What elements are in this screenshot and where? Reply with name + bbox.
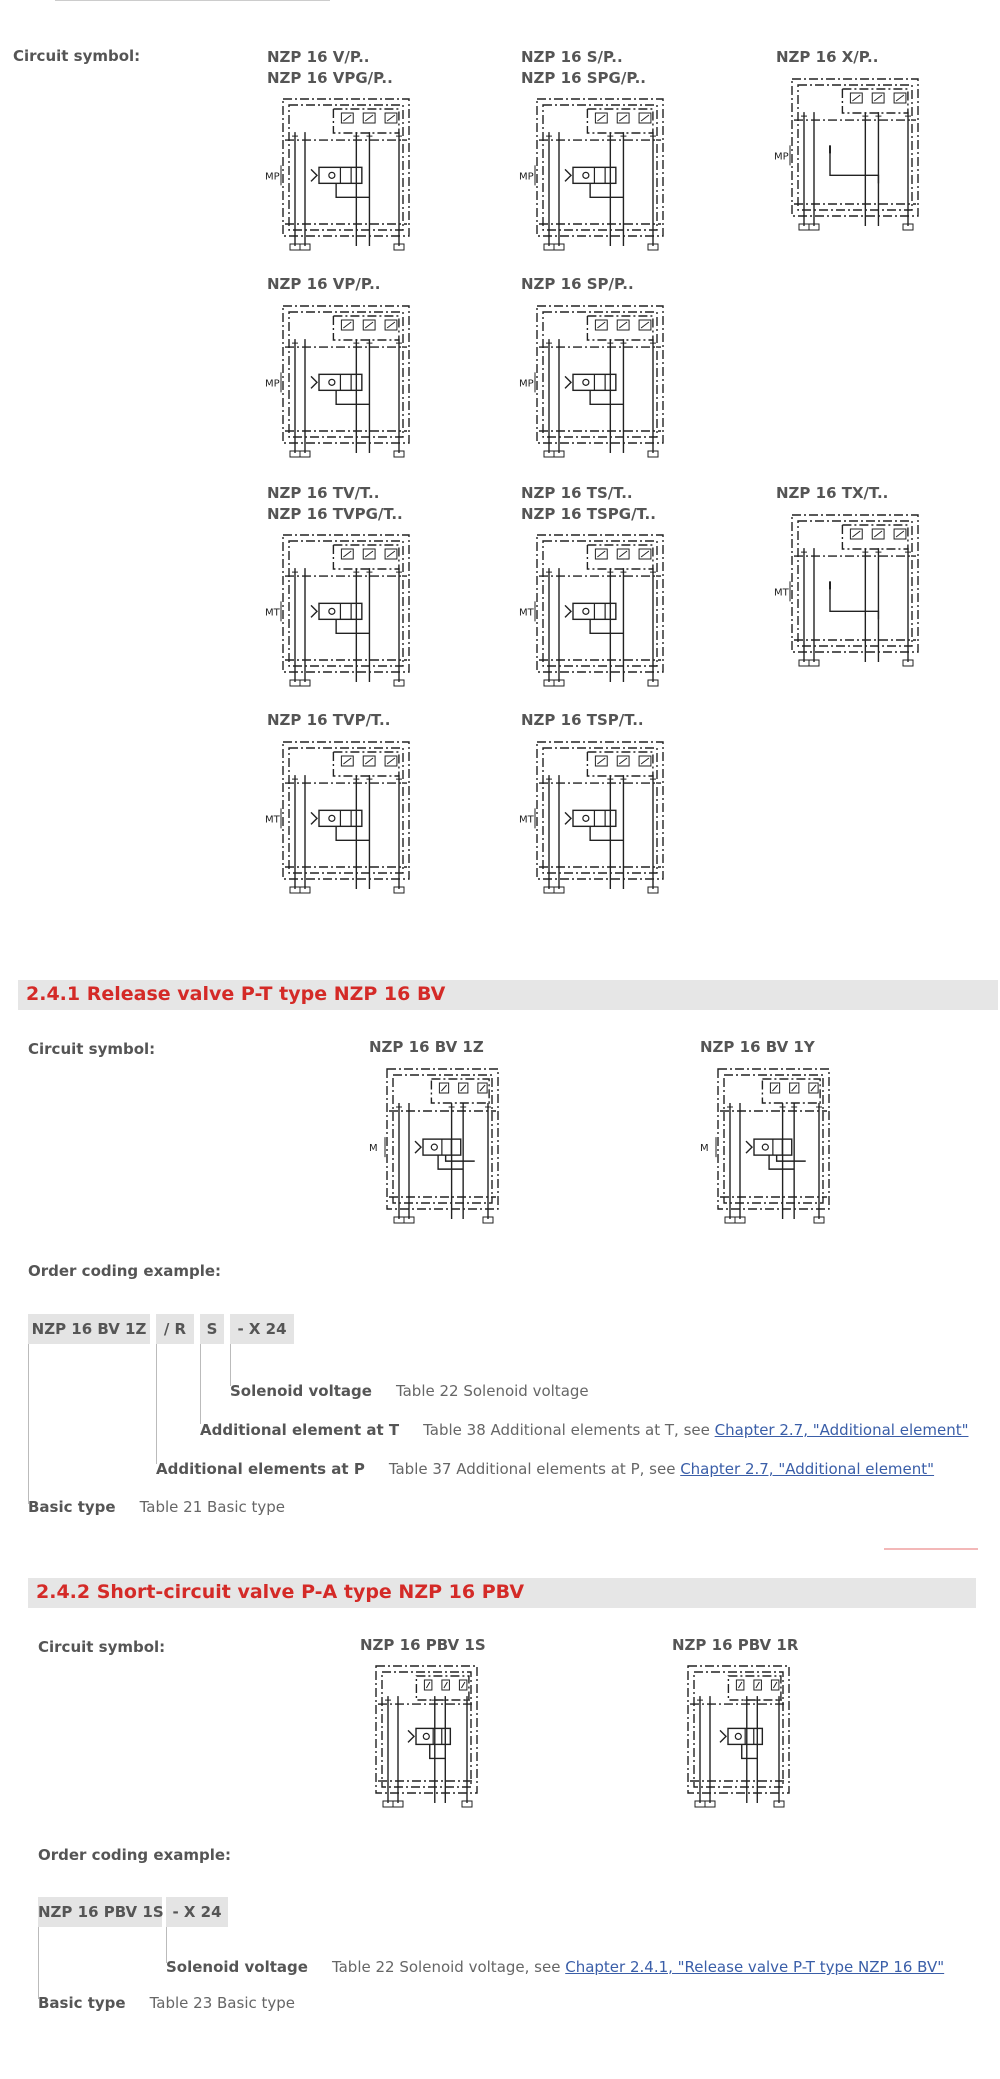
bv-chapter-link-p[interactable]: Chapter 2.7, "Additional element" (680, 1460, 935, 1478)
pbv-circuit-symbol-label: Circuit symbol: (38, 1638, 166, 1656)
symbol-title-nzp-16-tsp-t: NZP 16 TSP/T.. (521, 711, 644, 729)
pbv-legend-basic-type (38, 1994, 295, 2012)
symbol-subtitle-nzp-16-ts-t: NZP 16 TSPG/T.. (521, 505, 656, 523)
pbv-order-coding-label: Order coding example: (38, 1846, 232, 1864)
bv-legend-element-p-key: Additional elements at P (156, 1460, 365, 1478)
svg-text:M: M (369, 1143, 378, 1155)
decorative-rule (884, 1548, 978, 1550)
pbv-code-voltage: - X 24 (166, 1897, 228, 1927)
bv-guide-line-basic (28, 1344, 29, 1504)
bv-code-basic-type: NZP 16 BV 1Z (28, 1314, 150, 1344)
svg-text:MT: MT (519, 607, 534, 619)
symbol-title-nzp-16-s-p: NZP 16 S/P.. (521, 48, 623, 66)
bv-legend-element-t-key: Additional element at T (200, 1421, 400, 1439)
pbv-chapter-link[interactable]: Chapter 2.4.1, "Release valve P-T type NZP 16 BV" (565, 1958, 945, 1976)
circuit-symbol-nzp-16-sp-p (519, 302, 669, 467)
circuit-symbol-nzp-16-tv-t (265, 531, 415, 696)
bv-code-voltage: - X 24 (230, 1314, 294, 1344)
top-divider (55, 0, 330, 1)
symbol-title-nzp-16-v-p: NZP 16 V/P.. (267, 48, 370, 66)
symbol-title-nzp-16-tx-t: NZP 16 TX/T.. (776, 484, 889, 502)
bv-legend-voltage (230, 1382, 589, 1400)
svg-text:MT: MT (265, 814, 280, 826)
section-heading-bv (18, 980, 998, 1010)
pbv-symbol-1r (670, 1662, 795, 1817)
pbv-legend-voltage (166, 1958, 944, 1976)
symbol-title-nzp-16-sp-p: NZP 16 SP/P.. (521, 275, 634, 293)
bv-legend-voltage-key: Solenoid voltage (230, 1382, 372, 1400)
symbol-subtitle-nzp-16-tv-t: NZP 16 TVPG/T.. (267, 505, 403, 523)
circuit-symbol-nzp-16-tvp-t (265, 738, 415, 903)
section-heading-pbv (28, 1578, 976, 1608)
symbol-title-nzp-16-tv-t: NZP 16 TV/T.. (267, 484, 380, 502)
circuit-symbol-nzp-16-tsp-t (519, 738, 669, 903)
bv-chapter-link-t[interactable]: Chapter 2.7, "Additional element" (714, 1421, 969, 1439)
svg-text:MP: MP (265, 171, 280, 183)
bv-legend-basic-type-key: Basic type (28, 1498, 116, 1516)
svg-text:MT: MT (265, 607, 280, 619)
symbol-title-nzp-16-tvp-t: NZP 16 TVP/T.. (267, 711, 391, 729)
pbv-symbol-title-1s: NZP 16 PBV 1S (360, 1636, 486, 1654)
bv-symbol-title-1z: NZP 16 BV 1Z (369, 1038, 484, 1056)
svg-text:MP: MP (519, 378, 534, 390)
circuit-symbol-nzp-16-vp-p (265, 302, 415, 467)
circuit-symbol-nzp-16-s-p (519, 95, 669, 260)
bv-guide-line-t (200, 1344, 201, 1424)
circuit-symbol-label: Circuit symbol: (13, 47, 141, 65)
circuit-symbol-nzp-16-ts-t (519, 531, 669, 696)
circuit-symbol-nzp-16-v-p (265, 95, 415, 260)
pbv-guide-line-basic (38, 1927, 39, 1999)
circuit-symbol-nzp-16-tx-t (774, 511, 924, 676)
bv-guide-line-p (156, 1344, 157, 1464)
svg-text:MP: MP (774, 151, 789, 163)
pbv-legend-basic-type-text: Table 23 Basic type (149, 1994, 296, 2012)
bv-circuit-symbol-label: Circuit symbol: (28, 1040, 156, 1058)
symbol-title-nzp-16-ts-t: NZP 16 TS/T.. (521, 484, 633, 502)
pbv-legend-voltage-text: Table 22 Solenoid voltage, see (331, 1958, 566, 1976)
bv-legend-element-p (156, 1460, 934, 1478)
pbv-legend-voltage-key: Solenoid voltage (166, 1958, 308, 1976)
pbv-symbol-1s (358, 1662, 483, 1817)
bv-legend-basic-type (28, 1498, 285, 1516)
section-title-pbv: 2.4.2 Short-circuit valve P-A type NZP 16 PBV (36, 1581, 525, 1603)
bv-legend-element-t-text: Table 38 Additional elements at T, see (423, 1421, 715, 1439)
bv-symbol-1y (700, 1065, 835, 1233)
bv-guide-line-voltage (230, 1344, 231, 1386)
symbol-subtitle-nzp-16-v-p: NZP 16 VPG/P.. (267, 69, 393, 87)
section-title-bv: 2.4.1 Release valve P-T type NZP 16 BV (26, 983, 446, 1005)
symbol-subtitle-nzp-16-s-p: NZP 16 SPG/P.. (521, 69, 646, 87)
pbv-symbol-title-1r: NZP 16 PBV 1R (672, 1636, 799, 1654)
circuit-symbol-nzp-16-x-p (774, 75, 924, 240)
symbol-title-nzp-16-vp-p: NZP 16 VP/P.. (267, 275, 381, 293)
svg-text:M: M (700, 1143, 709, 1155)
pbv-code-basic-type: NZP 16 PBV 1S (38, 1897, 162, 1927)
pbv-legend-basic-type-key: Basic type (38, 1994, 126, 2012)
svg-text:MT: MT (519, 814, 534, 826)
bv-symbol-1z (369, 1065, 504, 1233)
bv-code-element-p: / R (156, 1314, 194, 1344)
svg-text:MT: MT (774, 587, 789, 599)
svg-text:MP: MP (265, 378, 280, 390)
bv-legend-basic-type-text: Table 21 Basic type (139, 1498, 286, 1516)
bv-legend-element-p-text: Table 37 Additional elements at P, see (388, 1460, 681, 1478)
bv-legend-element-t (200, 1421, 968, 1439)
bv-order-coding-label: Order coding example: (28, 1262, 222, 1280)
bv-symbol-title-1y: NZP 16 BV 1Y (700, 1038, 815, 1056)
bv-code-element-t: S (200, 1314, 224, 1344)
bv-legend-voltage-text: Table 22 Solenoid voltage (395, 1382, 589, 1400)
svg-text:MP: MP (519, 171, 534, 183)
symbol-title-nzp-16-x-p: NZP 16 X/P.. (776, 48, 879, 66)
